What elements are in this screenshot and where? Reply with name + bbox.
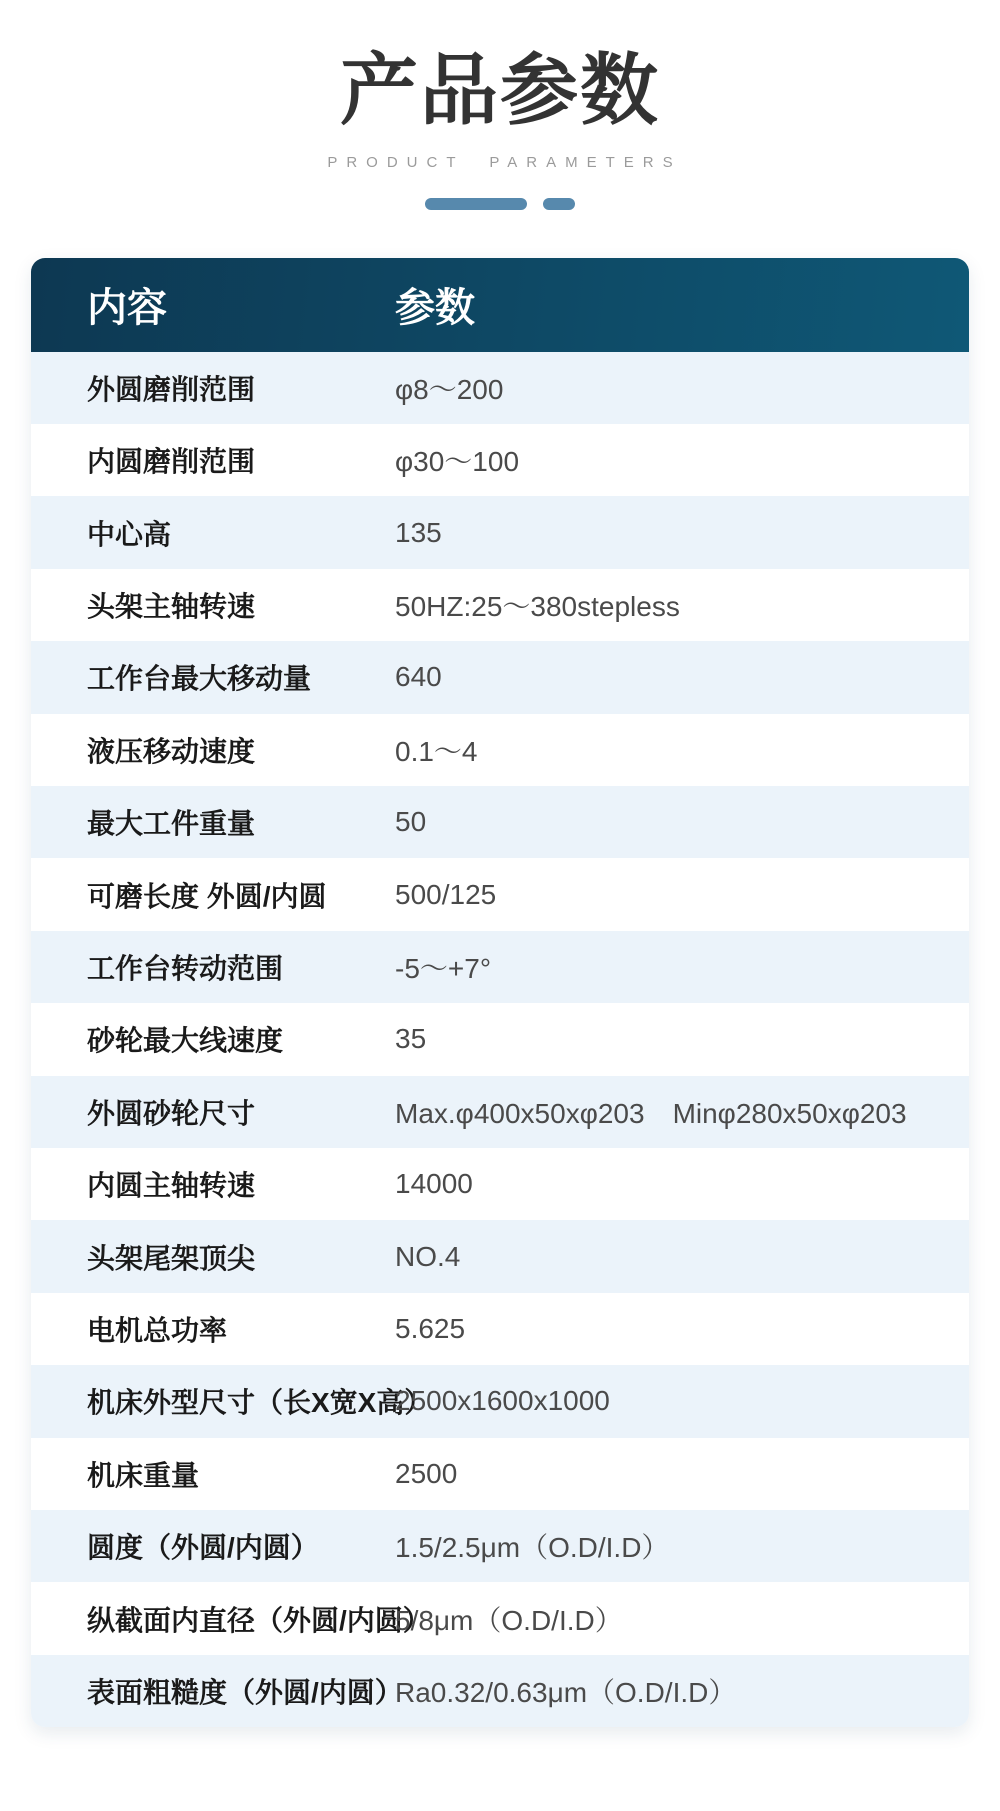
column-header-content: 内容 (87, 286, 167, 331)
row-label: 外圆砂轮尺寸 (87, 1097, 256, 1129)
table-row (31, 786, 969, 858)
table-row (31, 1582, 969, 1654)
row-value: NO.4 (395, 1240, 461, 1272)
table-row (31, 424, 969, 496)
row-value: 2500 (395, 1457, 458, 1489)
page-title: 产品参数 (339, 46, 660, 134)
table-row (31, 1438, 969, 1510)
row-label: 工作台转动范围 (87, 953, 284, 984)
accent-bar-long (425, 198, 527, 210)
table-body (31, 352, 969, 1727)
row-label: 砂轮最大线速度 (87, 1025, 284, 1057)
row-value: φ30～100 (395, 446, 520, 478)
table-row (31, 1148, 969, 1220)
table-row (31, 1076, 969, 1148)
table-row (31, 858, 969, 930)
row-value: 50 (395, 806, 427, 838)
row-label: 电机总功率 (87, 1314, 228, 1346)
row-label: 工作台最大移动量 (87, 663, 312, 695)
row-label: 头架主轴转速 (87, 591, 256, 623)
row-value: 135 (395, 516, 442, 548)
row-value: Ra0.32/0.63μm（O.D/I.D） (395, 1676, 737, 1708)
row-label: 机床重量 (87, 1459, 200, 1491)
row-label: 可磨长度 外圆/内圆 (87, 880, 327, 912)
column-header-parameters: 参数 (395, 286, 475, 331)
table-row (31, 1220, 969, 1292)
table-row (31, 352, 969, 424)
table-row (31, 496, 969, 568)
table-header-row (31, 258, 969, 352)
row-label: 头架尾架顶尖 (87, 1242, 256, 1274)
row-value: 35 (395, 1023, 427, 1055)
accent-bar-short (543, 198, 575, 210)
row-value: Max.φ400x50xφ203 Minφ280x50xφ203 (395, 1097, 907, 1129)
table-row (31, 1003, 969, 1075)
table-row (31, 714, 969, 786)
row-value: 5/8μm（O.D/I.D） (395, 1604, 623, 1636)
table-row (31, 641, 969, 713)
row-label: 机床外型尺寸（长X宽X高） (87, 1387, 433, 1419)
row-value: 14000 (395, 1168, 473, 1200)
row-value: 0.1～4 (395, 735, 478, 767)
table-row (31, 1293, 969, 1365)
row-label: 内圆磨削范围 (87, 446, 256, 478)
row-label: 圆度（外圆/内圆） (87, 1532, 319, 1564)
row-label: 最大工件重量 (87, 808, 256, 840)
row-value: 5.625 (395, 1312, 466, 1344)
spec-table (31, 258, 969, 1727)
page-subtitle: PRODUCT PARAMETERS (327, 153, 682, 171)
accent-bars (0, 198, 1000, 210)
row-value: 1.5/2.5μm（O.D/I.D） (395, 1532, 670, 1564)
table-row (31, 1510, 969, 1582)
row-value: -5～+7° (395, 953, 492, 984)
row-value: 640 (395, 661, 442, 693)
row-value: 500/125 (395, 878, 497, 910)
table-row (31, 1365, 969, 1437)
row-value: 50HZ:25～380stepless (395, 591, 680, 623)
table-row (31, 569, 969, 641)
table-row (31, 1655, 969, 1727)
row-label: 内圆主轴转速 (87, 1170, 256, 1202)
row-label: 外圆磨削范围 (87, 373, 256, 405)
table-row (31, 931, 969, 1003)
row-label: 液压移动速度 (87, 735, 256, 767)
row-value: φ8～200 (395, 373, 504, 405)
row-label: 中心高 (87, 518, 172, 550)
row-label: 表面粗糙度（外圆/内圆） (87, 1676, 403, 1708)
row-value: 2500x1600x1000 (395, 1385, 610, 1417)
row-label: 纵截面内直径（外圆/内圆） (87, 1604, 431, 1636)
